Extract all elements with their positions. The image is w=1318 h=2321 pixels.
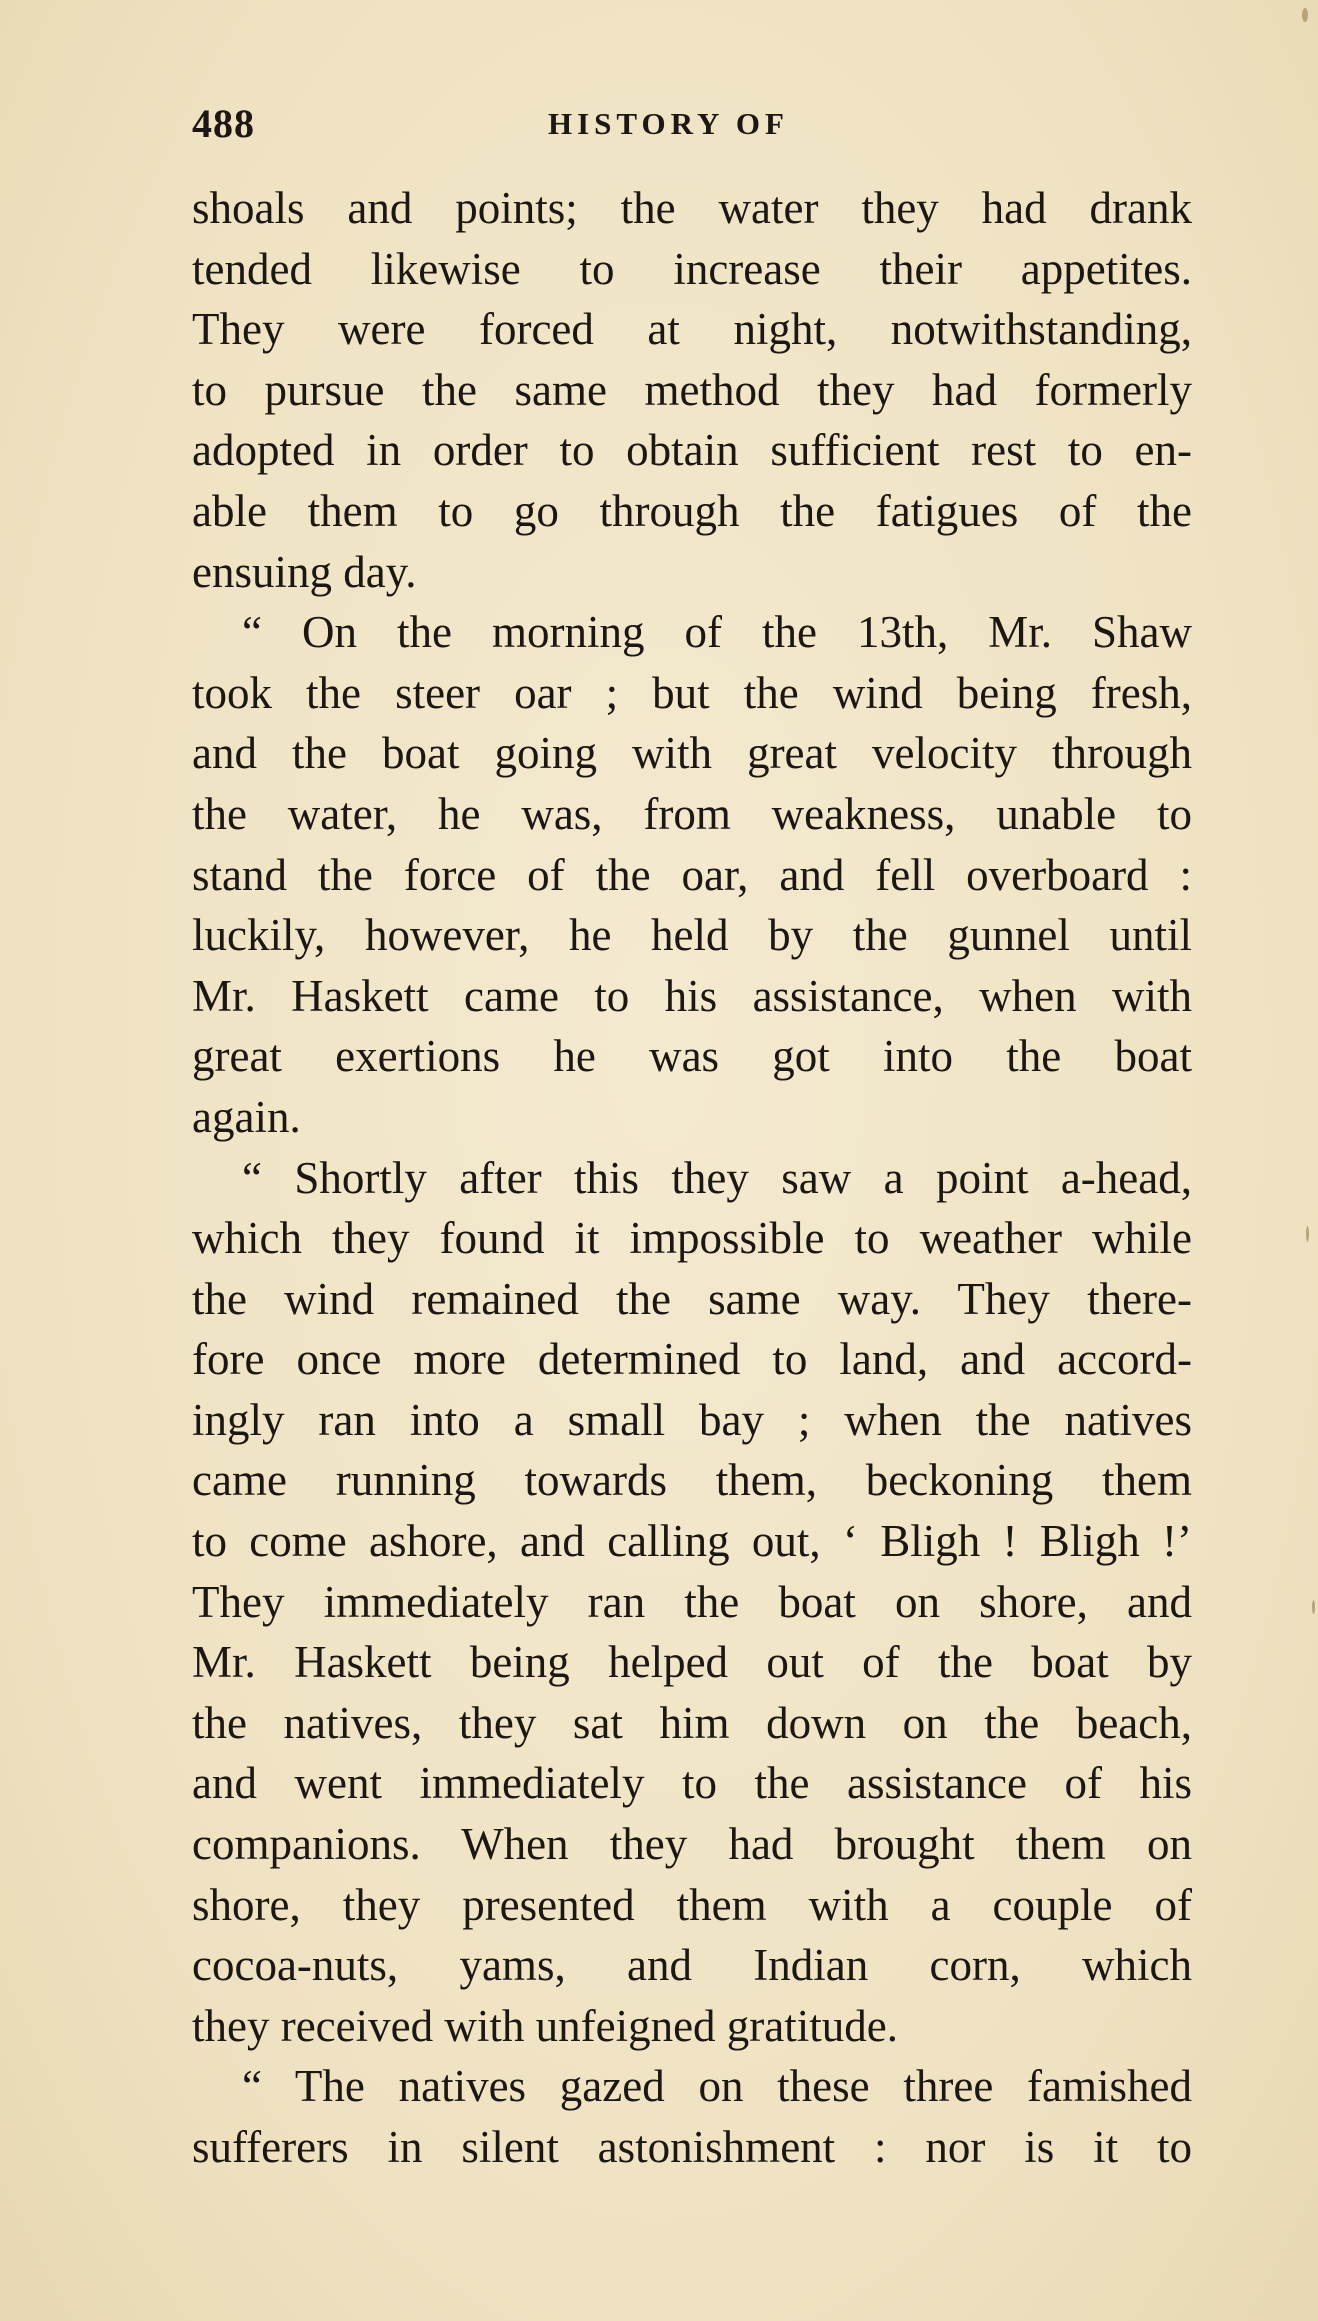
text-line: cocoa-nuts, yams, and Indian corn, which (192, 1940, 1192, 1991)
text-line: ingly ran into a small bay ; when the natives (192, 1394, 1192, 1445)
text-line: They immediately ran the boat on shore, and (192, 1576, 1192, 1627)
text-line: tended likewise to increase their appetites. (192, 243, 1192, 294)
text-line: which they found it impossible to weather while (192, 1213, 1192, 1264)
page-number: 488 (192, 101, 255, 146)
text-line: “ The natives gazed on these three famished (242, 2061, 1192, 2112)
text-line: fore once more determined to land, and accord- (192, 1334, 1192, 1385)
text-line: companions. When they had brought them on (192, 1819, 1192, 1870)
text-line: and the boat going with great velocity through (192, 728, 1192, 779)
text-line: stand the force of the oar, and fell overboard : (192, 849, 1192, 900)
text-line: the water, he was, from weakness, unable to (192, 788, 1192, 839)
text-line: able them to go through the fatigues of the (192, 485, 1192, 536)
paper-speck (1306, 1226, 1309, 1242)
text-line: shoals and points; the water they had drank (192, 183, 1192, 233)
text-line: took the steer oar ; but the wind being fresh, (192, 667, 1192, 718)
text-line: and went immediately to the assistance of his (192, 1758, 1192, 1809)
text-line: sufferers in silent astonishment : nor is it to (192, 2122, 1192, 2172)
paper-speck (1312, 1600, 1315, 1614)
text-line: the natives, they sat him down on the beach, (192, 1697, 1192, 1748)
text-line: they received with unfeigned gratitude. (192, 2000, 898, 2051)
text-line: came running towards them, beckoning them (192, 1455, 1192, 1506)
text-line: to pursue the same method they had formerly (192, 364, 1192, 415)
text-line: to come ashore, and calling out, ‘ Bligh ! Bligh !’ (192, 1516, 1192, 1567)
text-line: They were forced at night, notwithstanding, (192, 304, 1192, 355)
paper-speck (1302, 8, 1308, 22)
text-line: again. (192, 1091, 301, 1142)
text-line: shore, they presented them with a couple of (192, 1879, 1192, 1930)
text-line: Mr. Haskett being helped out of the boat by (192, 1637, 1192, 1688)
page-header (192, 100, 1192, 160)
text-line: adopted in order to obtain sufficient rest to en- (192, 425, 1192, 476)
text-line: the wind remained the same way. They there- (192, 1273, 1192, 1324)
text-line: “ Shortly after this they saw a point a-head, (242, 1152, 1192, 1203)
text-line: “ On the morning of the 13th, Mr. Shaw (242, 607, 1192, 658)
text-line: great exertions he was got into the boat (192, 1031, 1192, 1082)
body-text (192, 178, 1192, 2178)
text-line: Mr. Haskett came to his assistance, when with (192, 970, 1192, 1021)
text-line: ensuing day. (192, 546, 417, 597)
running-head: HISTORY OF (548, 106, 789, 141)
text-line: luckily, however, he held by the gunnel until (192, 910, 1192, 961)
